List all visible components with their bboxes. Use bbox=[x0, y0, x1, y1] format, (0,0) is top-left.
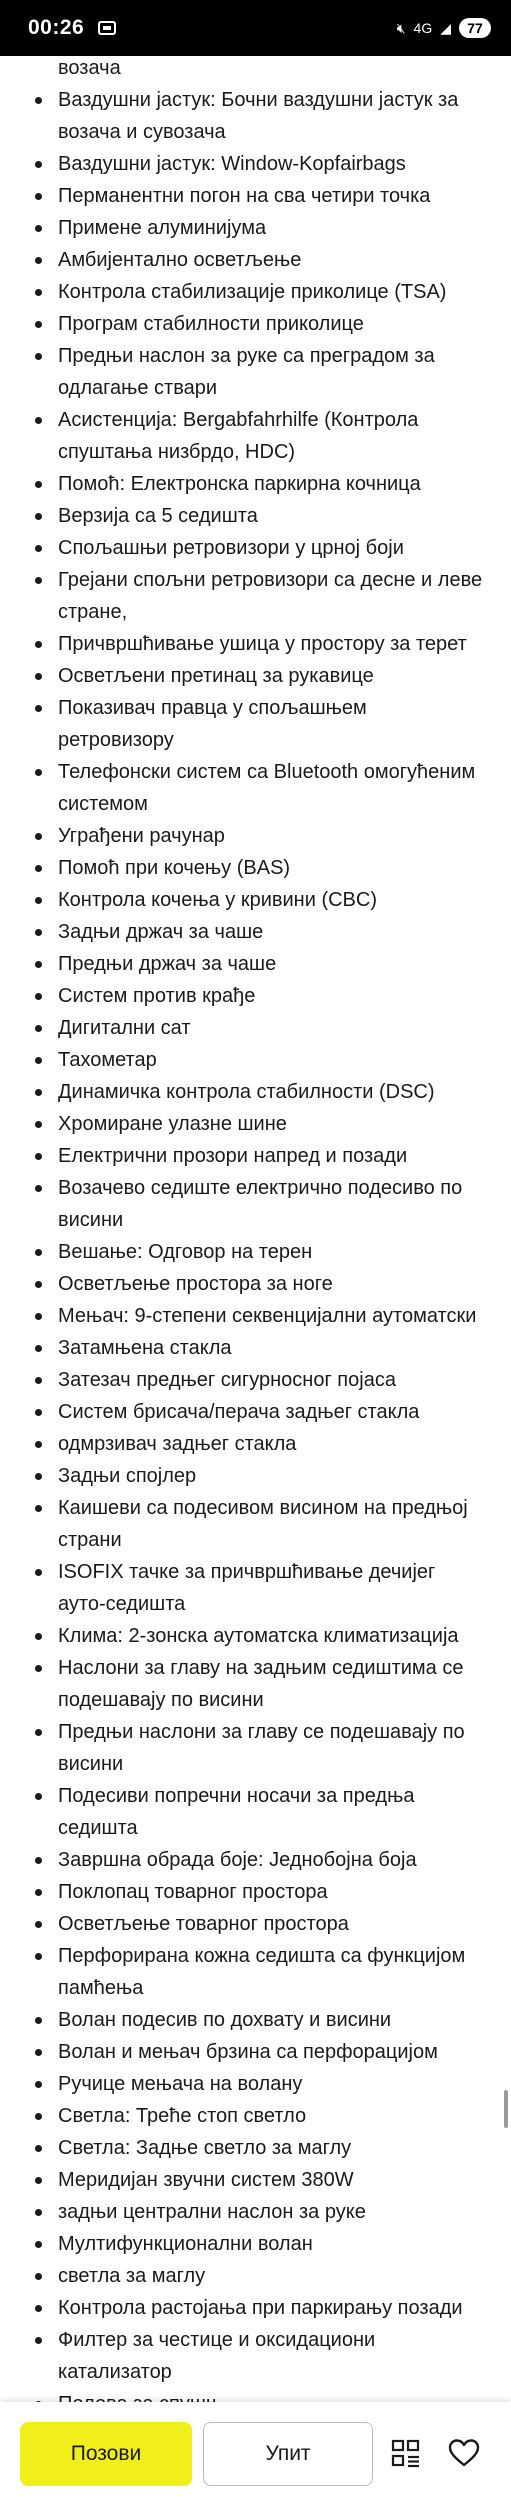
signal-icon: ◢ bbox=[440, 19, 451, 36]
list-item: Меридијан звучни систем 380W bbox=[58, 2164, 488, 2196]
list-item: Предњи наслони за главу се подешавају по висини bbox=[58, 1716, 488, 1780]
list-item: Ваздушни јастук: Бочни ваздушни јастук за возача и сувозача bbox=[58, 84, 488, 148]
list-item: Примене алуминијума bbox=[58, 212, 488, 244]
list-item: Хромиране улазне шине bbox=[58, 1108, 488, 1140]
list-item: Филтер за честице и оксидациони катализатор bbox=[58, 2324, 488, 2388]
list-item: Телефонски систем са Bluetooth омогућеним системом bbox=[58, 756, 488, 820]
list-item: Затамњена стакла bbox=[58, 1332, 488, 1364]
list-item: Систем брисача/перача задњег стакла bbox=[58, 1396, 488, 1428]
list-item: Волан подесив по дохвату и висини bbox=[58, 2004, 488, 2036]
equipment-list-container[interactable] bbox=[0, 52, 511, 2402]
list-item: Програм стабилности приколице bbox=[58, 308, 488, 340]
mute-icon: 🔇︎ bbox=[396, 19, 406, 36]
list-item: Каишеви са подесивом висином на предњој страни bbox=[58, 1492, 488, 1556]
list-item: Светла: Задње светло за маглу bbox=[58, 2132, 488, 2164]
list-item: Контрола растојања при паркирању позади bbox=[58, 2292, 488, 2324]
list-item: Показивач правца у спољашњем ретровизору bbox=[58, 692, 488, 756]
network-type: 4G bbox=[413, 20, 433, 36]
list-item: Верзија са 5 седишта bbox=[58, 500, 488, 532]
equipment-list bbox=[0, 52, 488, 2420]
list-item: Електрични прозори напред и позади bbox=[58, 1140, 488, 1172]
heart-icon[interactable] bbox=[448, 2438, 480, 2468]
list-item: Уграђени рачунар bbox=[58, 820, 488, 852]
status-left bbox=[28, 16, 116, 40]
list-item: Помоћ при кочењу (BAS) bbox=[58, 852, 488, 884]
list-item: Контрола кочења у кривини (CBC) bbox=[58, 884, 488, 916]
list-item: Предњи наслон за руке са преградом за одлагање ствари bbox=[58, 340, 488, 404]
list-item: Вешање: Одговор на терен bbox=[58, 1236, 488, 1268]
list-item: Осветљење простора за ноге bbox=[58, 1268, 488, 1300]
list-item: Амбијентално осветљење bbox=[58, 244, 488, 276]
list-item: Ручице мењача на волану bbox=[58, 2068, 488, 2100]
list-item: Подесиви попречни носачи за предња седишта bbox=[58, 1780, 488, 1844]
list-item: Систем против крађе bbox=[58, 980, 488, 1012]
list-item: Клима: 2-зонска аутоматска климатизација bbox=[58, 1620, 488, 1652]
list-item: Задњи држач за чаше bbox=[58, 916, 488, 948]
list-item: Предњи држач за чаше bbox=[58, 948, 488, 980]
list-item: Осветљени претинац за рукавице bbox=[58, 660, 488, 692]
list-item: Спољашњи ретровизори у црној боји bbox=[58, 532, 488, 564]
list-item: задњи централни наслон за руке bbox=[58, 2196, 488, 2228]
list-item: светла за маглу bbox=[58, 2260, 488, 2292]
list-item: Дигитални сат bbox=[58, 1012, 488, 1044]
list-item: Причвршћивање ушица у простору за терет bbox=[58, 628, 488, 660]
list-item: Грејани спољни ретровизори са десне и леве стране, bbox=[58, 564, 488, 628]
compare-icon[interactable] bbox=[391, 2438, 421, 2468]
list-item: ISOFIX тачке за причвршћивање дечијег ауто-седишта bbox=[58, 1556, 488, 1620]
list-item: Светла: Треће стоп светло bbox=[58, 2100, 488, 2132]
list-item: Перманентни погон на сва четири точка bbox=[58, 180, 488, 212]
battery-level: 77 bbox=[459, 18, 491, 38]
list-item: Асистенција: Bergabfahrhilfe (Контрола спуштања низбрдо, HDC) bbox=[58, 404, 488, 468]
app-notification-icon bbox=[98, 21, 116, 35]
list-item: Затезач предњег сигурносног појаса bbox=[58, 1364, 488, 1396]
list-item: Мењач: 9-степени секвенцијални аутоматски bbox=[58, 1300, 488, 1332]
call-button[interactable]: Позови bbox=[20, 2422, 192, 2486]
list-item: Динамичка контрола стабилности (DSC) bbox=[58, 1076, 488, 1108]
list-item: Перфорирана кожна седишта са функцијом памћења bbox=[58, 1940, 488, 2004]
list-item: Поклопац товарног простора bbox=[58, 1876, 488, 1908]
list-item: Мултифункционални волан bbox=[58, 2228, 488, 2260]
list-item: Наслони за главу на задњим седиштима се подешавају по висини bbox=[58, 1652, 488, 1716]
list-item: Контрола стабилизације приколице (TSA) bbox=[58, 276, 488, 308]
status-bar bbox=[0, 0, 511, 56]
list-item: Осветљење товарног простора bbox=[58, 1908, 488, 1940]
bottom-action-bar bbox=[0, 2402, 511, 2500]
list-item: одмрзивач задњег стакла bbox=[58, 1428, 488, 1460]
list-item: Волан и мењач брзина са перфорацијом bbox=[58, 2036, 488, 2068]
list-item: Завршна обрада боје: Једнобојна боја bbox=[58, 1844, 488, 1876]
list-item: Ваздушни јастук: Window-Kopfairbags bbox=[58, 148, 488, 180]
list-item: Тахометар bbox=[58, 1044, 488, 1076]
list-item: Возачево седиште електрично подесиво по висини bbox=[58, 1172, 488, 1236]
list-item: Помоћ: Електронска паркирна кочница bbox=[58, 468, 488, 500]
scrollbar-thumb[interactable] bbox=[504, 2090, 508, 2128]
list-item: возача bbox=[58, 57, 121, 79]
status-time: 00:26 bbox=[28, 16, 85, 39]
inquiry-button[interactable]: Упит bbox=[203, 2422, 373, 2486]
list-item: Задњи спојлер bbox=[58, 1460, 488, 1492]
status-right bbox=[397, 18, 491, 38]
